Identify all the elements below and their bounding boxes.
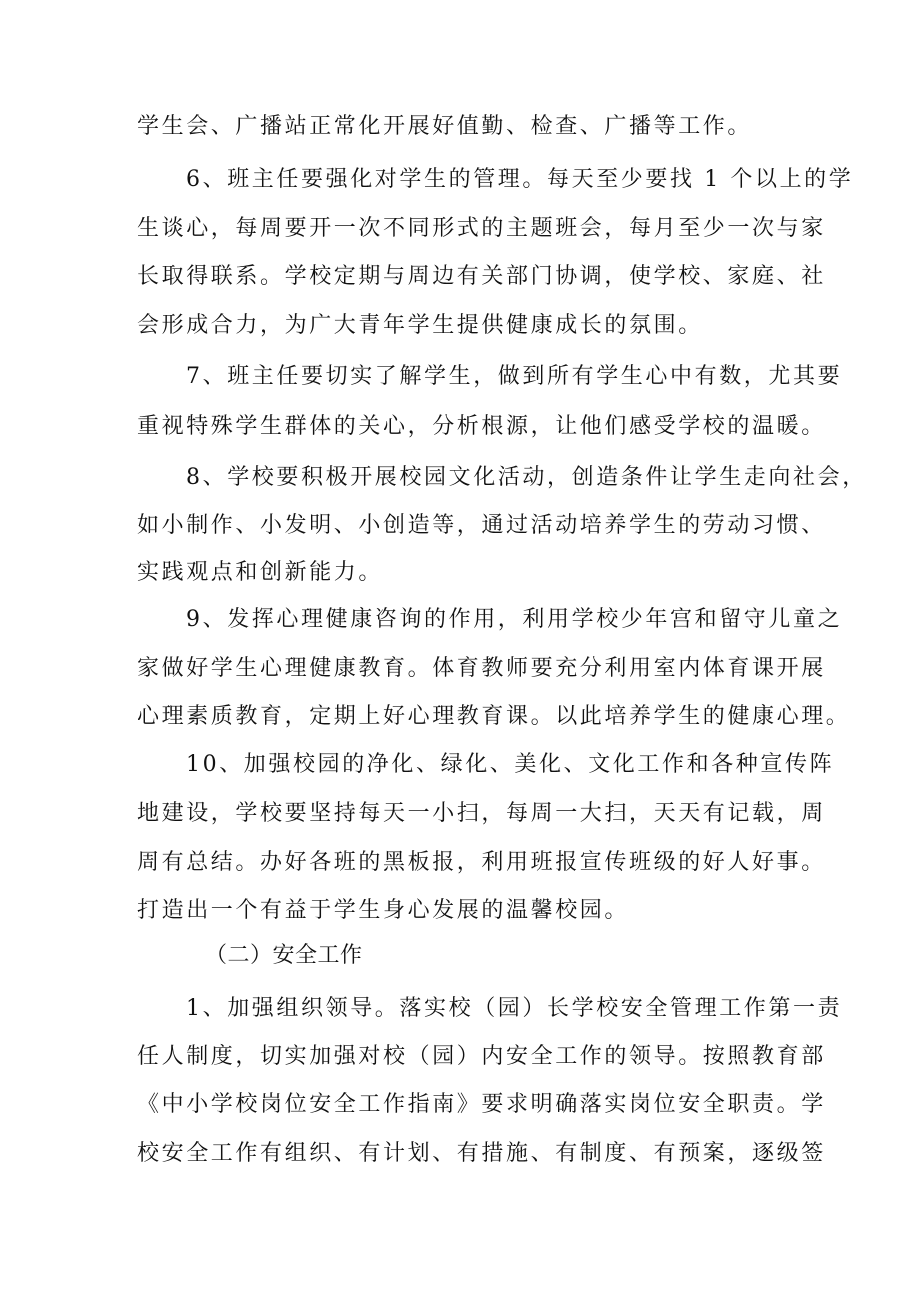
- text-line: 重视特殊学生群体的关心，分析根源，让他们感受学校的温暖。: [137, 414, 826, 439]
- text-line: 如小制作、小发明、小创造等，通过活动培养学生的劳动习惯、: [137, 513, 826, 538]
- text-line: 校安全工作有组织、有计划、有措施、有制度、有预案，逐级签: [137, 1141, 826, 1166]
- text-line: 6、班主任要强化对学生的管理。每天至少要找 1 个以上的学: [186, 167, 854, 192]
- text-line: 生谈心，每周要开一次不同形式的主题班会，每月至少一次与家: [137, 216, 826, 241]
- text-line: 地建设，学校要坚持每天一小扫，每周一大扫，天天有记载，周: [137, 801, 826, 826]
- text-line: 心理素质教育，定期上好心理教育课。以此培养学生的健康心理。: [137, 704, 851, 729]
- text-line: 实践观点和创新能力。: [137, 560, 384, 585]
- text-line: 7、班主任要切实了解学生，做到所有学生心中有数，尤其要: [186, 364, 843, 389]
- section-heading: （二）安全工作: [205, 943, 363, 968]
- text-line: 长取得联系。学校定期与周边有关部门协调，使学校、家庭、社: [137, 264, 826, 289]
- text-line: 打造出一个有益于学生身心发展的温馨校园。: [137, 898, 630, 923]
- text-line: 《中小学校岗位安全工作指南》要求明确落实岗位安全职责。学: [137, 1092, 826, 1117]
- text-line: 学生会、广播站正常化开展好值勤、检查、广播等工作。: [137, 114, 753, 139]
- text-line: 任人制度，切实加强对校（园）内安全工作的领导。按照教育部: [137, 1044, 826, 1069]
- text-line: 周有总结。办好各班的黑板报，利用班报宣传班级的好人好事。: [137, 850, 826, 875]
- text-line: 10、加强校园的净化、绿化、美化、文化工作和各种宣传阵: [186, 752, 835, 777]
- text-line: 家做好学生心理健康教育。体育教师要充分利用室内体育课开展: [137, 656, 826, 681]
- text-line: 会形成合力，为广大青年学生提供健康成长的氛围。: [137, 313, 703, 338]
- text-line: 1、加强组织领导。落实校（园）长学校安全管理工作第一责: [186, 996, 843, 1021]
- text-line: 9、发挥心理健康咨询的作用，利用学校少年宫和留守儿童之: [186, 607, 843, 632]
- text-line: 8、学校要积极开展校园文化活动，创造条件让学生走向社会，: [186, 465, 867, 490]
